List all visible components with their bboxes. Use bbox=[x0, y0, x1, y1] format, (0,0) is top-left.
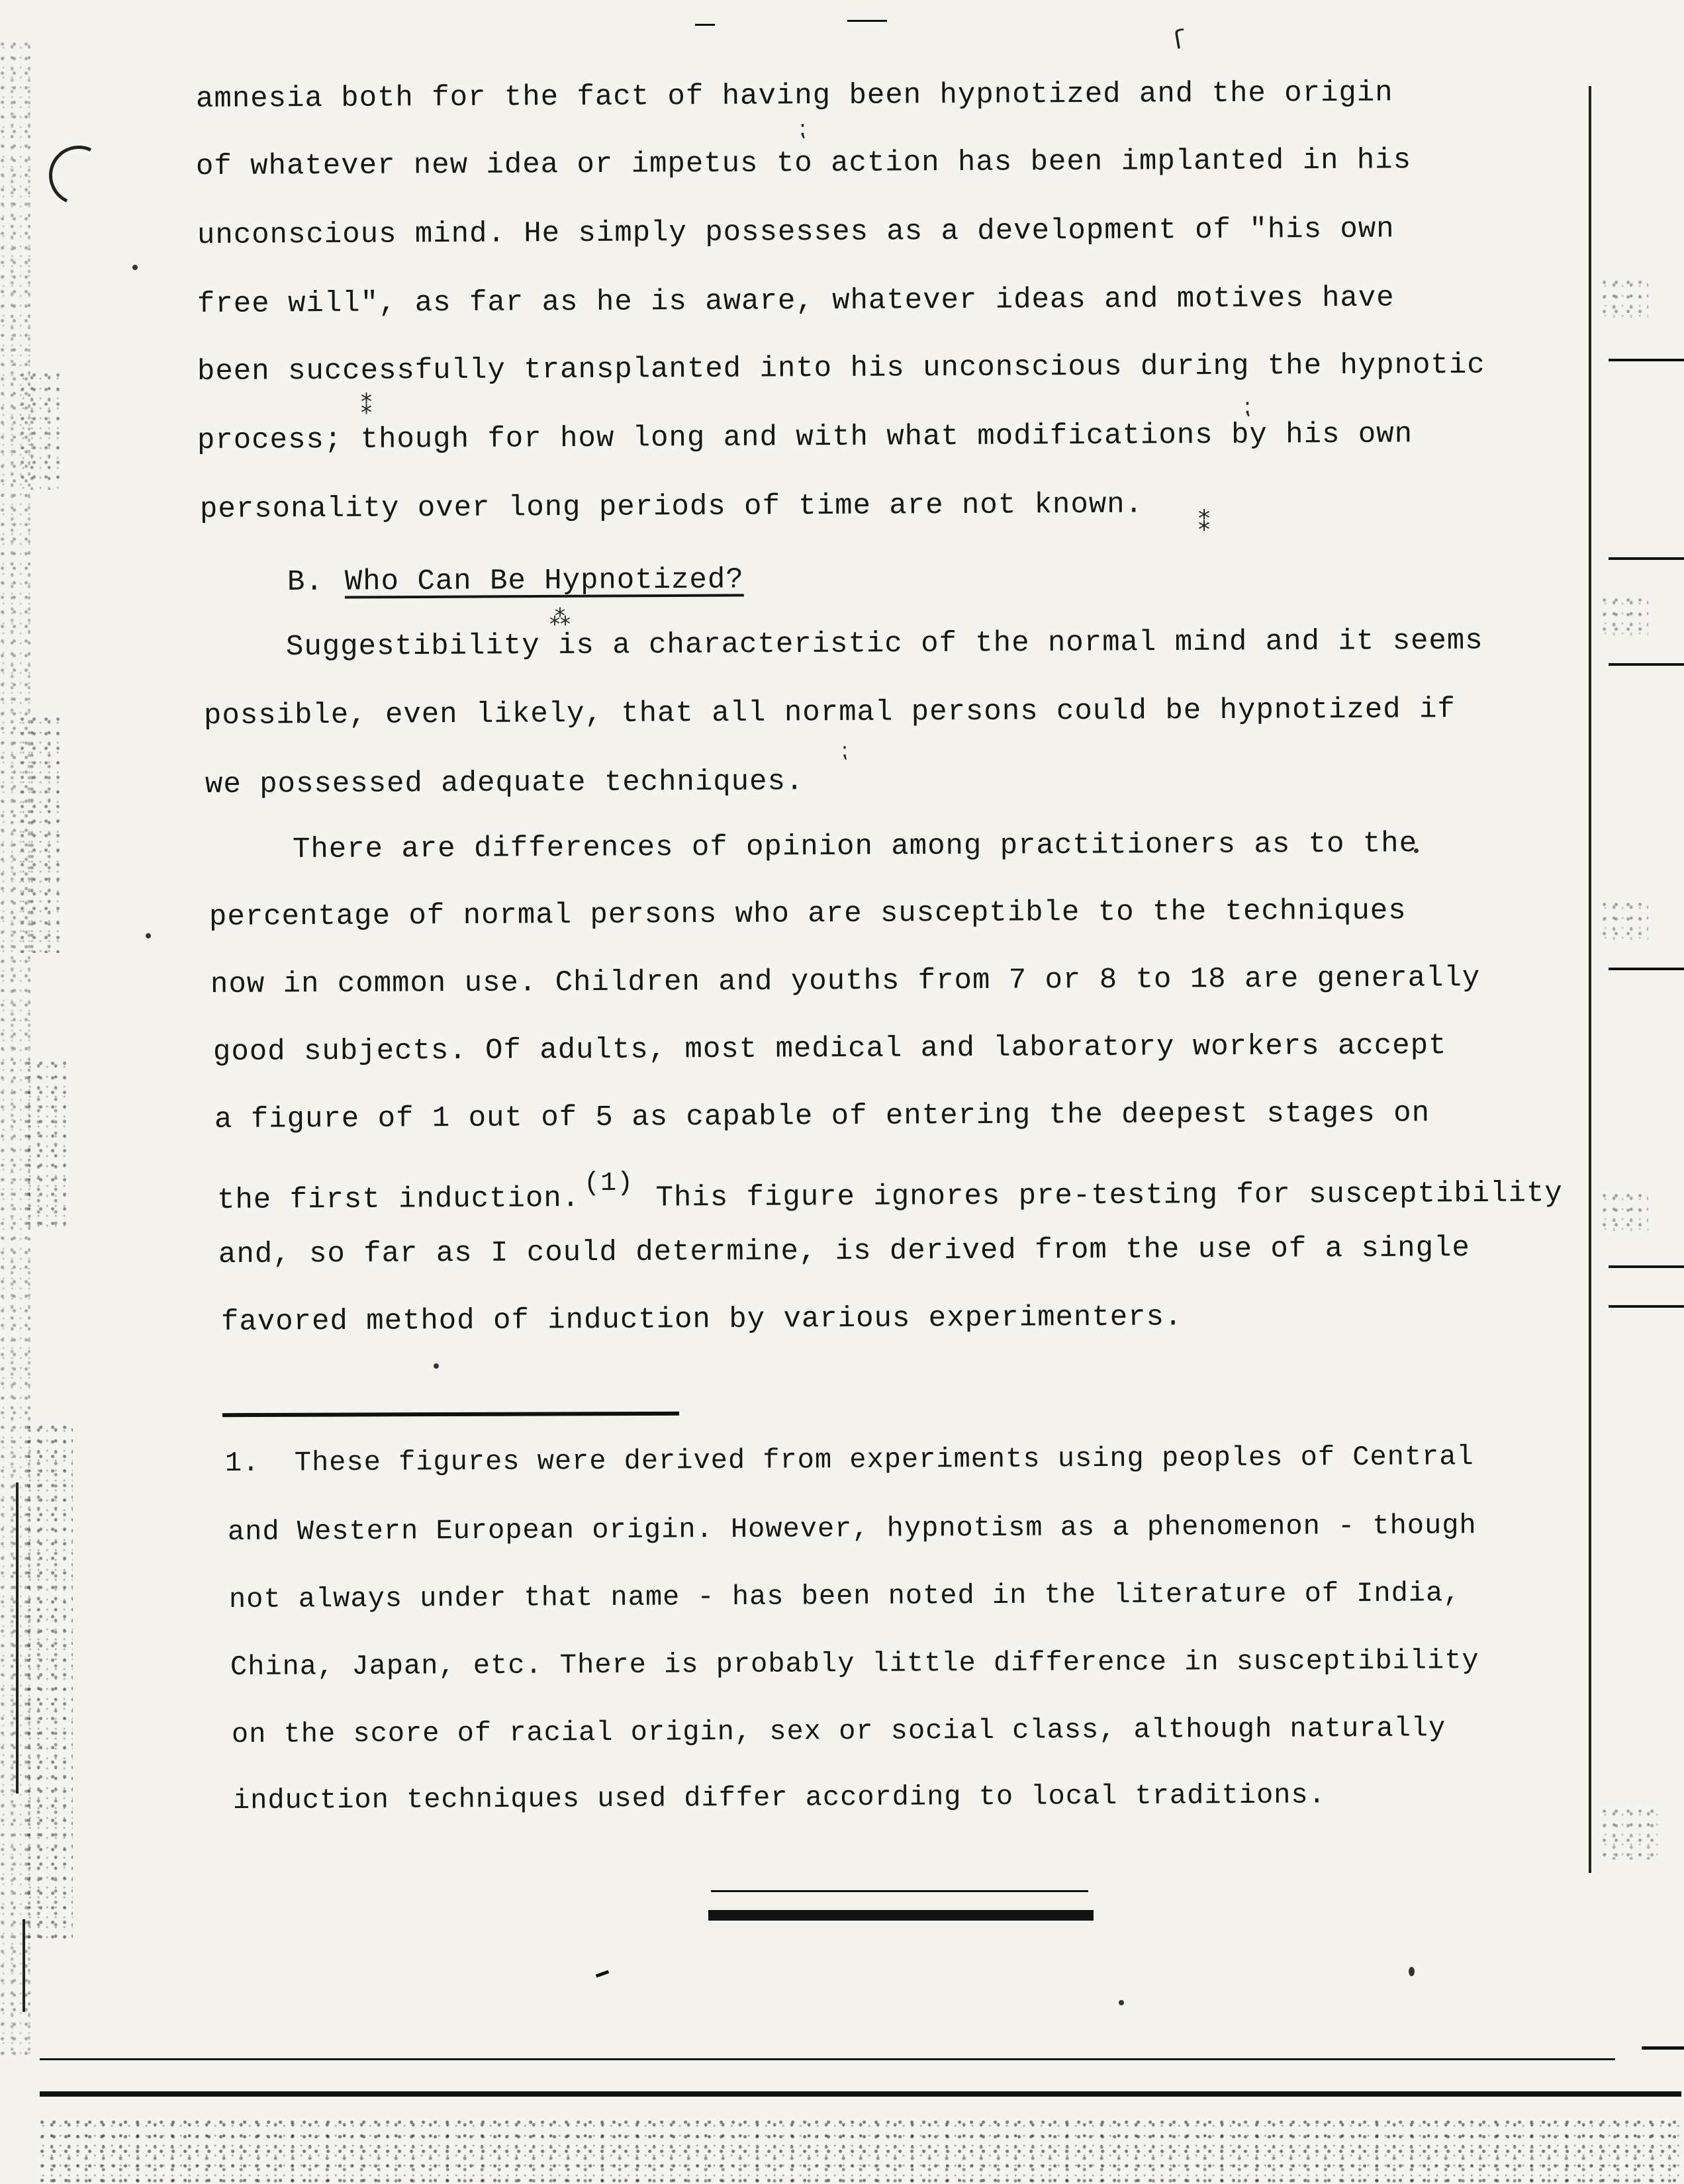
body-text-line: unconscious mind. He simply possesses as a development of "his own bbox=[197, 212, 1395, 252]
footnote-line: not always under that name - has been noted in the literature of India, bbox=[228, 1577, 1461, 1615]
body-text-line: we possessed adequate techniques. bbox=[205, 765, 804, 801]
body-text-line: good subjects. Of adults, most medical and laboratory workers accept bbox=[212, 1029, 1447, 1069]
section-heading-label: B. bbox=[287, 565, 324, 599]
body-text-segment: the first induction. bbox=[216, 1182, 581, 1217]
scan-edge-tick bbox=[1609, 557, 1684, 560]
scan-noise-right-edge bbox=[1602, 900, 1648, 940]
scan-speck bbox=[434, 1363, 439, 1369]
closing-rule-thin bbox=[711, 1890, 1088, 1892]
scan-bottom-edge-line bbox=[40, 2058, 1615, 2060]
scan-edge-line bbox=[23, 1919, 25, 2012]
body-text-line: Suggestibility is a characteristic of the normal mind and it seems bbox=[285, 624, 1483, 664]
scan-edge-tick bbox=[1642, 2046, 1684, 2050]
scan-speck bbox=[146, 933, 151, 938]
handwritten-mark: ⁑ bbox=[361, 396, 372, 421]
scan-noise-right-edge bbox=[1602, 278, 1648, 318]
handwritten-mark: ⁏ bbox=[1243, 396, 1251, 421]
body-text-line bbox=[217, 1165, 1563, 1215]
section-heading bbox=[287, 565, 744, 597]
handwritten-mark: ⁑ bbox=[1198, 511, 1210, 538]
footnote-reference: (1) bbox=[583, 1168, 634, 1199]
body-text-line: a figure of 1 out of 5 as capable of entering the deepest stages on bbox=[214, 1097, 1430, 1136]
scan-noise-bottom-edge bbox=[40, 2118, 1681, 2184]
scan-edge-tick bbox=[1609, 1305, 1684, 1308]
body-text-line: personality over long periods of time are not known. bbox=[199, 488, 1144, 526]
scan-noise-left-edge bbox=[26, 1059, 66, 1231]
footnote-line bbox=[225, 1443, 1474, 1477]
scan-arc-mark bbox=[40, 137, 117, 213]
body-text-line: process; though for how long and with what modifications by his own bbox=[197, 418, 1413, 457]
scan-speck bbox=[132, 265, 138, 270]
body-text-line: possible, even likely, that all normal persons could be hypnotized if bbox=[203, 693, 1456, 733]
body-text-line: percentage of normal persons who are susceptible to the techniques bbox=[209, 894, 1407, 934]
scan-speck bbox=[1119, 2000, 1124, 2005]
footnote-line: on the score of racial origin, sex or social class, although naturally bbox=[231, 1712, 1446, 1751]
scan-edge-line bbox=[1589, 86, 1591, 1873]
scan-edge-tick bbox=[1609, 359, 1684, 361]
scan-noise-right-edge bbox=[1602, 1807, 1661, 1860]
scan-top-dash bbox=[695, 24, 715, 26]
footnote-line: China, Japan, etc. There is probably little difference in susceptibility bbox=[230, 1645, 1479, 1683]
body-text-line: free will", as far as he is aware, whatever ideas and motives have bbox=[197, 281, 1395, 321]
scan-noise-right-edge bbox=[1602, 596, 1648, 635]
section-heading-text: Who Can Be Hypnotized? bbox=[344, 563, 744, 599]
scan-noise-right-edge bbox=[1602, 1191, 1648, 1231]
scan-dash bbox=[596, 1970, 610, 1978]
scan-bottom-edge-line bbox=[40, 2091, 1681, 2097]
scan-edge-tick bbox=[1609, 968, 1684, 970]
closing-rule-thick bbox=[708, 1910, 1094, 1921]
handwritten-mark: ſ bbox=[1169, 26, 1190, 58]
scan-edge-tick bbox=[1609, 663, 1684, 666]
footnote-line: induction techniques used differ according to local traditions. bbox=[232, 1779, 1326, 1817]
body-text-line: amnesia both for the fact of having been hypnotized and the origin bbox=[195, 76, 1393, 116]
scan-speck bbox=[1409, 1967, 1415, 1976]
footnote-text: These figures were derived from experiments using peoples of Central bbox=[294, 1441, 1474, 1479]
footnote-line: and Western European origin. However, hypnotism as a phenomenon - though bbox=[227, 1510, 1477, 1548]
handwritten-mark: ⁏ bbox=[841, 739, 848, 764]
body-text-segment: This figure ignores pre-testing for susceptibility bbox=[655, 1177, 1563, 1215]
footnote-separator bbox=[222, 1412, 679, 1417]
footnote-number: 1. bbox=[224, 1447, 260, 1479]
handwritten-mark: ⁂ bbox=[549, 607, 571, 631]
body-text-line: of whatever new idea or impetus to action has been implanted in his bbox=[195, 144, 1412, 183]
body-text-line: favored method of induction by various experimenters. bbox=[220, 1300, 1183, 1339]
scan-top-dash bbox=[847, 20, 887, 22]
scan-edge-line bbox=[16, 1482, 19, 1794]
body-text-line: now in common use. Children and youths from 7 or 8 to 18 are generally bbox=[210, 961, 1481, 1001]
scan-noise-left-edge bbox=[20, 371, 60, 490]
body-text-line: and, so far as I could determine, is derived from the use of a single bbox=[218, 1232, 1471, 1271]
scan-edge-tick bbox=[1609, 1265, 1684, 1268]
scan-noise-left-edge bbox=[26, 1423, 73, 1939]
scan-noise-left-edge bbox=[20, 715, 60, 953]
body-text-line: been successfully transplanted into his unconscious during the hypnotic bbox=[197, 348, 1485, 388]
body-text-line: There are differences of opinion among practitioners as to the bbox=[292, 827, 1418, 866]
handwritten-mark: ⁏ bbox=[798, 118, 806, 143]
